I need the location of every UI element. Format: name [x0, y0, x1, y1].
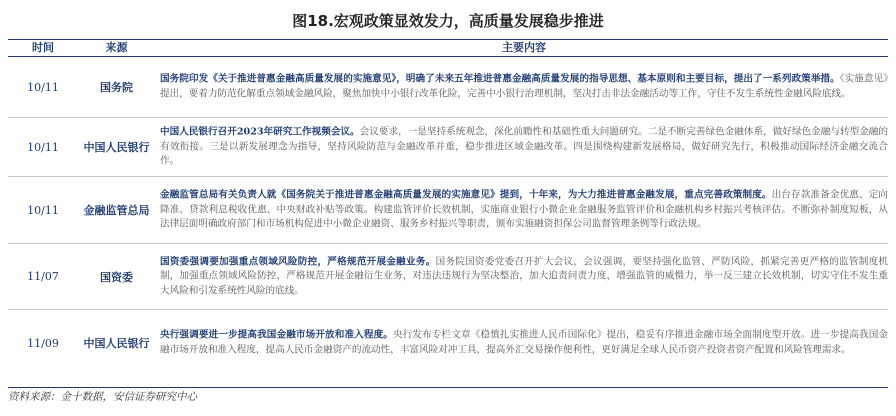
table-header [8, 39, 888, 57]
row-lead: 国资委强调要加强重点领域风险防控，严格规范开展金融业务。 [160, 255, 436, 267]
figure-caption: 图18.宏观政策显效发力，高质量发展稳步推进 [292, 12, 604, 30]
header-time: 时间 [32, 41, 54, 54]
row-content [160, 255, 888, 299]
row-date: 10/11 [27, 203, 59, 217]
row-date: 11/09 [27, 336, 59, 350]
row-date: 10/11 [27, 140, 59, 154]
table-row [8, 57, 888, 118]
row-date: 10/11 [27, 80, 59, 94]
row-content [160, 329, 888, 358]
source-footnote: 资料来源：金十数据，安信证券研究中心 [8, 387, 888, 404]
table-row [8, 244, 888, 310]
row-lead: 央行强调要进一步提高我国金融市场开放和准入程度。 [160, 329, 393, 341]
row-body: 央行发布专栏文章《稳慎扎实推进人民币国际化》提出，稳妥有序推进金融市场全面制度型开放。进一步提高我国金融市场开放和准入程度，提高人民币金融资产的流动性，丰富风险对冲工具，提高外汇交易操作便利性，更好满足全球人民币资产投资者资产配置和风险管理需求。 [160, 329, 889, 355]
row-body: 会议要求，一是坚持系统观念，深化前瞻性和基础性重大问题研究。二是不断完善绿色金融体系，做好绿色金融与转型金融的有效衔接。三是以新发展理念为指导，坚持风险防范与金融改革并重，稳步推进区域金融改革。四是围绕构建新发展格局，做好研究先行，积极推动国际经济金融交流合作。 [160, 126, 889, 167]
row-source: 国资委 [100, 270, 133, 284]
row-content [160, 125, 888, 169]
table-row [8, 310, 888, 376]
row-source: 国务院 [100, 81, 133, 94]
row-source: 金融监管总局 [83, 204, 150, 217]
row-source: 中国人民银行 [83, 141, 150, 154]
row-date: 11/07 [27, 270, 59, 283]
row-body: 《实施意见》提出，要着力防范化解重点领域金融风险，聚焦加快中小银行改革化险，完善中小银行治理机制，坚决打击非法金融活动等工作，守住不发生系统性金融风险底线。 [160, 73, 889, 99]
header-source: 来源 [105, 41, 128, 54]
table-row [8, 118, 888, 177]
row-lead: 中国人民银行召开2023年研究工作视频会议。 [160, 126, 360, 138]
table-row [8, 177, 888, 244]
row-body: 出台存款准备金优惠、定向降准、贷款利息税收优惠、中央财政补贴等政策。构建监管评价长效机制，实施商业银行小微企业金融服务监管评价和金融机构乡村振兴考核评估。不断弥补制度短板，从法律层面明确政府部门和市场机构促进中小微企业融资、服务乡村振兴等职责，颁布实施融资担保公司监督管理条例等行政法规。 [160, 189, 889, 230]
row-lead: 国务院印发《关于推进普惠金融高质量发展的实施意见》，明确了未来五年推进普惠金融高质量发展的指导思想、基本原则和主要目标，提出了一系列政策举措。 [160, 73, 840, 85]
row-body: 国务院国资委党委召开扩大会议，会议强调，要坚持强化监管、严防风险，抓紧完善更严格的监管制度机制，加强重点领域风险防控，严格规范开展金融衍生业务，对违法违规行为坚决整治，加大追责问责力度，增强监管的威慑力，举一反三建立长效机制，切实守住不发生重大风险和引发系统性风险的底线。 [160, 255, 889, 296]
row-content [160, 73, 888, 102]
row-source: 中国人民银行 [83, 337, 150, 350]
header-content: 主要内容 [502, 41, 546, 54]
row-content [160, 188, 888, 232]
row-lead: 金融监管总局有关负责人就《国务院关于推进普惠金融高质量发展的实施意见》提到，十年来，为大力推进普惠金融发展，重点完善政策制度。 [160, 189, 772, 201]
